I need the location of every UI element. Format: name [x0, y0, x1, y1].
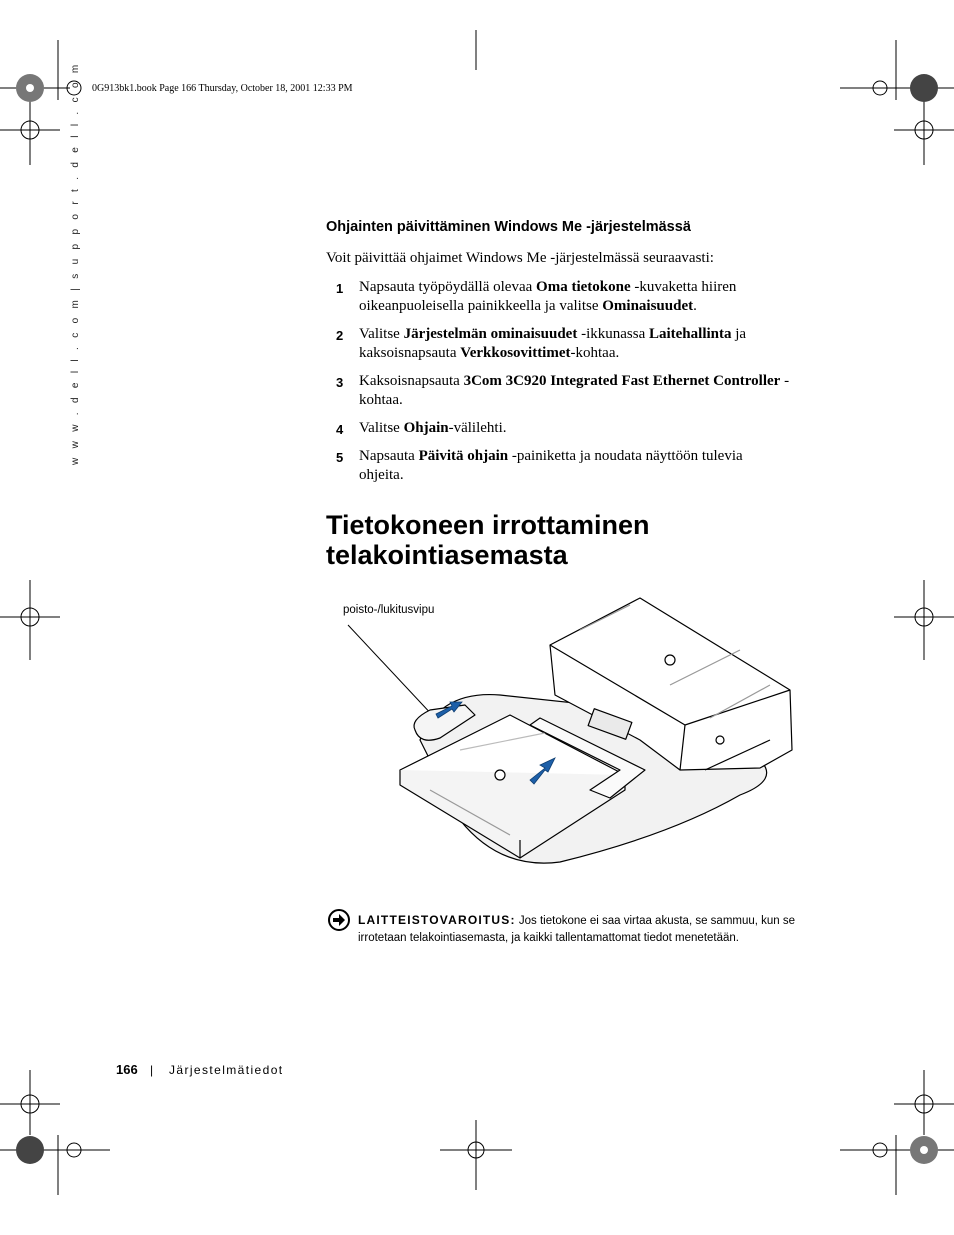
callout-line	[348, 625, 435, 718]
step-text: -kohtaa.	[570, 345, 620, 361]
step-number: 4	[336, 422, 344, 437]
step-text: ja kaksoisnapsauta	[359, 326, 747, 361]
step-2	[336, 325, 816, 363]
step-number: 2	[336, 328, 344, 343]
step-text: -painiketta ja noudata näyttöön tulevia ohjeita.	[359, 448, 743, 483]
page-number: 166	[116, 1062, 138, 1077]
steps-list	[336, 278, 816, 494]
step-text: Valitse	[359, 326, 404, 342]
step-text: Napsauta työpöydällä olevaa	[359, 279, 537, 295]
ui-term: 3Com 3C920 Integrated Fast Ethernet Controller	[463, 373, 781, 389]
step-text: -kohtaa.	[359, 373, 790, 408]
side-url: w w w . d e l l . c o m | s u p p o r t . d e l l . c o m	[70, 61, 81, 465]
step-text: Valitse	[359, 420, 404, 436]
ui-term: Oma tietokone	[536, 279, 631, 295]
notice-text: Jos tietokone ei saa virtaa akusta, se sammuu, kun se irrotetaan telakointiasemasta, ja kaikki tallentamattomat tiedot menetetään.	[358, 915, 796, 944]
step-text: -ikkunassa	[577, 326, 649, 342]
main-heading: Tietokoneen irrottaminen telakointiasemasta	[326, 510, 650, 570]
notice-arrow-icon	[328, 909, 350, 931]
ui-term: Päivitä ohjain	[418, 448, 509, 464]
ui-term: Laitehallinta	[648, 326, 732, 342]
chapter-title: Järjestelmätiedot	[169, 1063, 284, 1077]
intro-text: Voit päivittää ohjaimet Windows Me -järjestelmässä seuraavasti:	[326, 250, 714, 266]
ui-term: Ohjain	[403, 420, 449, 436]
notice-title: LAITTEISTOVAROITUS:	[358, 913, 516, 927]
step-1	[336, 278, 816, 316]
section-heading: Ohjainten päivittäminen Windows Me -järjestelmässä	[326, 219, 691, 235]
figure-label: poisto-/lukitusvipu	[343, 604, 435, 616]
step-number: 3	[336, 375, 344, 390]
step-text: -välilehti.	[448, 420, 507, 436]
step-text: Napsauta	[359, 448, 419, 464]
step-text: .	[693, 298, 697, 314]
ui-term: Ominaisuudet	[602, 298, 694, 314]
step-3	[336, 372, 816, 410]
step-number: 5	[336, 450, 344, 465]
ui-term: Järjestelmän ominaisuudet	[403, 326, 578, 342]
hardware-notice	[358, 912, 798, 947]
step-number: 1	[336, 281, 344, 296]
step-text: -kuvaketta hiiren oikeanpuoleisella painikkeella ja valitse	[359, 279, 737, 314]
footer-separator: |	[150, 1063, 154, 1077]
step-5	[336, 447, 759, 485]
step-text: Kaksoisnapsauta	[359, 373, 464, 389]
step-4	[336, 419, 816, 438]
docking-illustration	[340, 590, 800, 880]
print-header: 0G913bk1.book Page 166 Thursday, October 18, 2001 12:33 PM	[92, 83, 353, 94]
ui-term: Verkkosovittimet	[460, 345, 571, 361]
